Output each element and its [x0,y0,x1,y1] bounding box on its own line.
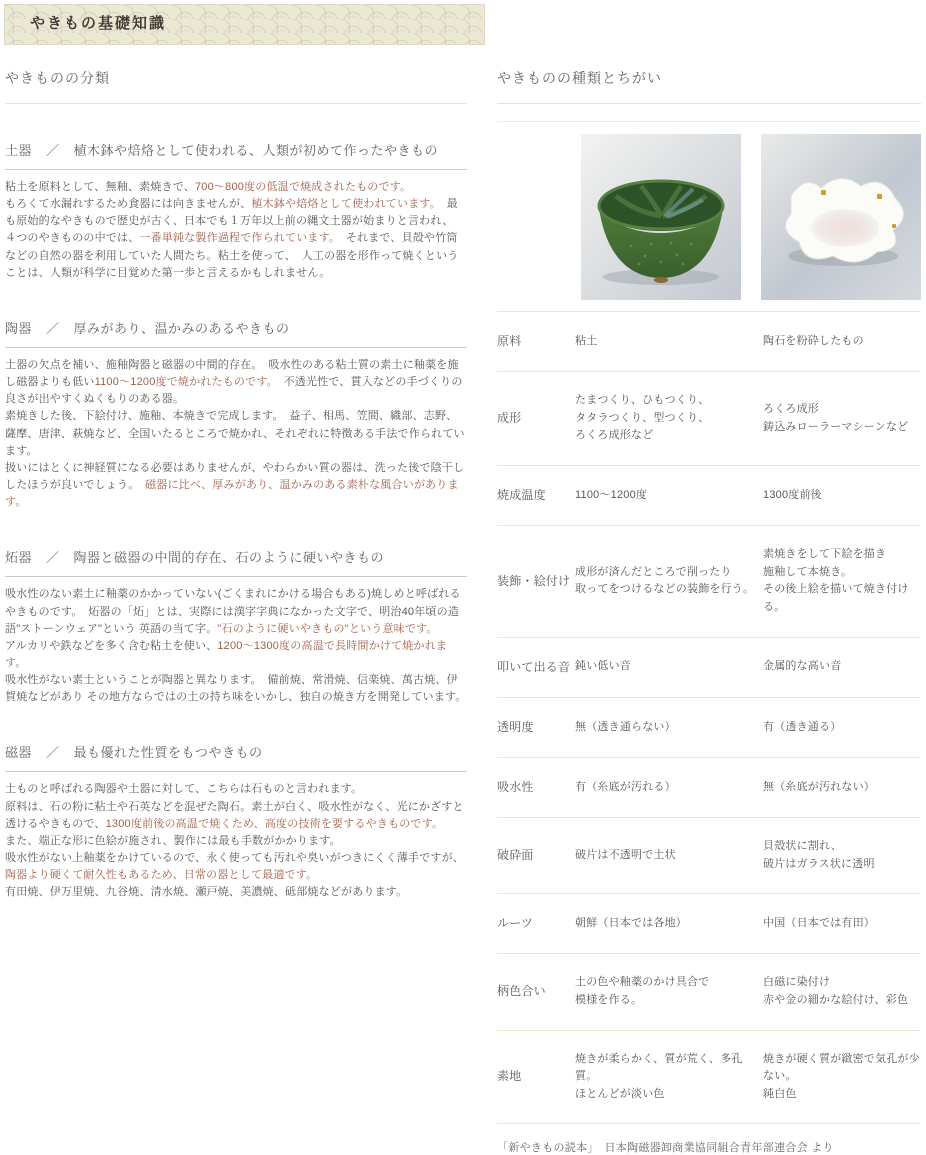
pottery-type-section [5,547,467,706]
section-divider [5,771,467,772]
comparison-row [497,312,921,372]
section-title [5,140,467,159]
row-label: 叩いて出る音 [497,659,571,674]
pottery-type-section [5,742,470,901]
jiki-value: 有（透き通る） [763,720,842,733]
jiki-value: 白磁に染付け 赤や金の細かな絵付け、彩色 [763,976,909,1007]
body-text: アルカリや鉄などを多く含む粘土を使い、 [5,639,218,652]
highlighted-text: 磁器に比べ、厚みがあり、温かみのある素朴な風合いがあります。 [5,479,459,509]
section-divider [5,576,467,577]
row-label: 素地 [497,1069,522,1084]
touki-value: 無（透き通らない） [575,720,676,733]
section-title [5,742,467,761]
highlighted-text: "石のように硬いやきもの"という意味です。 [217,622,438,635]
section-paragraph [5,781,470,901]
comparison-row [497,1030,921,1124]
comparison-row [497,818,921,894]
comparison-images [497,134,921,300]
highlighted-text: 植木鉢や焙烙として使われています。 [251,198,436,211]
jiki-value: 素焼きをして下絵を描き 施釉して本焼き。 その後上絵を描いて焼き付ける。 [763,548,909,613]
comparison-table-body [497,312,921,1124]
white-jiki-dish-photo [761,134,921,300]
classification-sections [5,140,470,902]
row-label: 透明度 [497,719,534,734]
section-title [5,318,467,337]
section-subtitle: 植木鉢や焙烙として使われる、人類が初めて作ったやきもの [73,143,439,158]
highlighted-text: 1200〜1300度の高温で長時間かけて焼かれます。 [5,639,448,669]
body-text: また、端正な形に色絵が施され、製作には最も手数がかかります。 [5,834,341,847]
slash-separator: ／ [46,143,60,158]
body-text: 吸水性がない素土ということが陶器と異なります。 備前焼、常滑焼、信楽焼、萬古焼、伊賀焼などがあり その地方ならではの土の持ち味をいかし、独自の焼き方を開発しています。 [5,674,467,704]
section-divider [5,347,467,348]
comparison-row [497,954,921,1030]
pottery-type-section [5,318,467,511]
body-text: 原料は、石の粉に粘土や石英などを混ぜた陶石。素土が白く、吸水性がなく、光にかざすと透けるやきもので、 [5,800,464,830]
row-label: 焼成温度 [497,487,546,502]
section-title [5,547,467,566]
comparison-row [497,465,921,525]
body-text: 素焼きした後、下絵付け、施釉、本焼きで完成します。 益子、相馬、笠間、織部、志野、薩摩、唐津、萩焼など、全国いたるところで焼かれ、それぞれに特徴ある手法で作られています。 [5,410,465,457]
table-top-divider [497,121,921,122]
green-glazed-touki-bowl-photo [581,134,741,300]
comparison-column [497,62,921,1155]
jiki-value: ろくろ成形 鋳込みローラーマシーンなど [763,402,909,433]
jiki-value: 陶石を粉砕したもの [763,334,864,347]
section-paragraph [5,179,467,282]
comparison-row [497,526,921,637]
section-term: 磁器 [5,745,33,761]
section-term: 炻器 [5,550,33,566]
slash-separator: ／ [46,550,60,566]
jiki-value: 焼きが硬く質が緻密で気孔が少ない。 純白色 [763,1052,920,1100]
jiki-value: 中国（日本では有田） [763,917,875,930]
body-text: 土器の欠点を補い、施釉陶器と磁器の中間的存在。 吸水性のある粘土質の素土に釉薬を施し磁器よりも低い [5,358,459,389]
jiki-value: 金属的な高い音 [763,660,842,673]
section-subtitle: 最も優れた性質をもつやきもの [73,745,263,761]
comparison-row [497,894,921,954]
row-label: 原料 [497,334,522,348]
touki-value: 焼きが柔らかく、質が荒く、多孔質。 ほとんどが淡い色 [575,1052,743,1100]
comparison-row [497,637,921,697]
body-text: 吸水性のない素土に釉薬のかかっていない(ごくまれにかける場合もある)焼しめと呼ばれるやきものです。 炻器の「炻」とは、実際には漢字字典になかった文字で、明治40年頃の造語"ストーンウェア"という 英語の当て字。 [5,588,461,635]
body-text: 吸水性がない上釉薬をかけているので、永く使っても汚れや臭いがつきにくく薄手ですが、 [5,852,470,865]
row-label: 柄色合い [497,984,546,999]
section-paragraph [5,586,467,706]
page-title: やきもの基礎知識 [30,16,167,32]
touki-value: 朝鮮（日本では各地） [575,917,687,930]
touki-value: 破片は不透明で土状 [575,848,676,861]
section-divider [5,169,467,170]
classification-column [5,62,470,1155]
section-subtitle: 厚みがあり、温かみのあるやきもの [73,320,290,336]
source-citation: 「新やきもの読本」 日本陶磁器卸商業協同組合青年部連合会 より [497,1142,834,1155]
touki-value: 成形が済んだところで削ったり 取ってをつけるなどの装飾を行う。 [575,565,755,596]
body-text: 最も原始的なやきもので歴史が古く、日本でも１万年以上前の縄文土器が始まりと言われ、 ４つのやきものの中では、 [5,198,460,245]
section-term: 陶器 [5,320,33,336]
content-columns [5,62,921,1155]
comparison-row [497,757,921,817]
body-text: 扱いにはとくに神経質になる必要はありませんが、やわらかい質の器は、洗った後で陰干ししたほうが良いでしょう。 [5,461,465,492]
section-paragraph [5,357,467,511]
body-text: 不透光性で、貫入などの手づくりの良さが出やすくぬくもりのある器。 [5,376,463,406]
section-term: 土器 [5,143,33,158]
jiki-value: 貝殻状に割れ、 破片はガラス状に透明 [763,840,875,870]
classification-heading: やきものの分類 [5,68,467,104]
row-label: ルーツ [497,916,534,931]
highlighted-text: 一番単純な製作過程で作られています。 [139,232,335,245]
body-text: それまで、貝殻や竹筒などの自然の器を利用していた人間たち。粘土を使って、 人工の器を形作って焼くということは、人類が科学に目覚めた第一歩と言えるかもしれません。 [5,232,459,279]
page-title-banner [4,4,485,45]
slash-separator: ／ [46,745,60,761]
touki-value: 土の色や釉薬のかけ具合で 模様を作る。 [575,976,710,1007]
comparison-row [497,372,921,466]
highlighted-text: 陶器より硬くて耐久性もあるため、日常の器として最適です。 [5,869,318,882]
row-label: 破砕面 [497,848,534,863]
highlighted-text: 1300度前後の高温で焼くため、高度の技術を要するやきものです。 [105,817,444,830]
slash-separator: ／ [46,320,60,336]
body-text: 土ものと呼ばれる陶器や土器に対して、こちらは石ものと言われます。 [5,783,363,796]
row-label: 装飾・絵付け [497,573,571,588]
touki-value: 鈍い低い音 [575,660,631,673]
row-label: 成形 [497,410,522,425]
body-text: もろくて水漏れするため食器には向きませんが、 [5,198,252,211]
body-text: 粘土を原料として、無釉、素焼きで、 [5,181,195,193]
comparison-heading: やきものの種類とちがい [497,68,921,104]
highlighted-text: 1100〜1200度で焼かれたものです。 [94,376,273,389]
jiki-value: 1300度前後 [763,488,822,501]
comparison-row [497,697,921,757]
touki-value: たまつくり、ひもつくり、 タタラつくり、型つくり、 ろくろ成形など [575,394,710,442]
touki-value: 粘土 [575,334,598,347]
jiki-value: 無（糸底が汚れない） [763,780,875,793]
touki-value: 1100〜1200度 [575,488,648,501]
highlighted-text: 700〜800度の低温で焼成されたものです。 [194,181,412,193]
body-text: 有田焼、伊万里焼、九谷焼、清水焼、瀬戸焼、美濃焼、砥部焼などがあります。 [5,886,408,899]
row-label: 吸水性 [497,779,534,794]
pottery-type-section [5,140,467,282]
comparison-table [497,311,921,1124]
touki-value: 有（糸底が汚れる） [575,780,676,793]
section-subtitle: 陶器と磁器の中間的存在、石のように硬いやきもの [73,550,385,566]
